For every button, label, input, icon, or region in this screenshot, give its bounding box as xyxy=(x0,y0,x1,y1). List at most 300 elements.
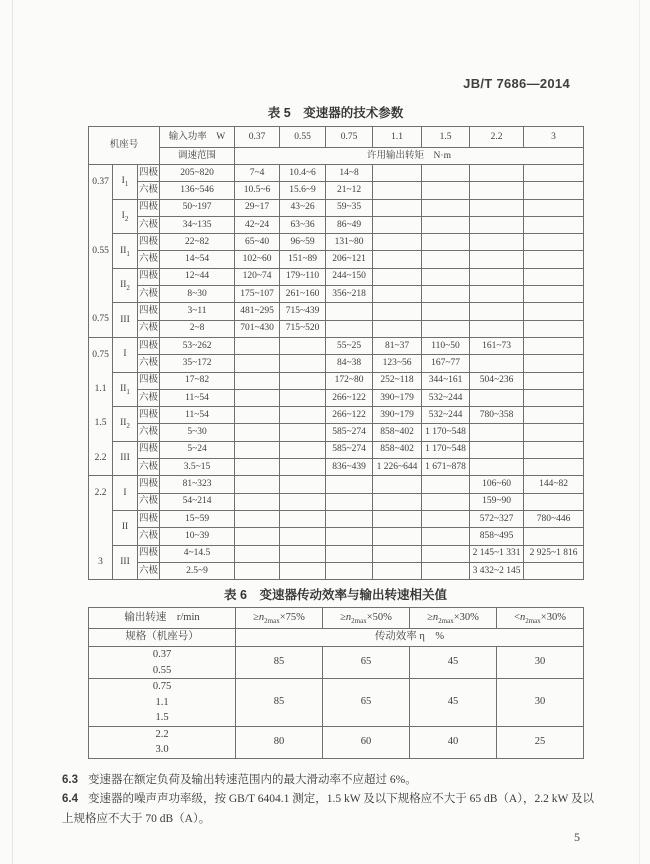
torque-cell: 81~37 xyxy=(373,337,422,354)
torque-cell xyxy=(373,493,422,510)
frame-cell xyxy=(113,441,138,476)
pole-cell: 四极 xyxy=(138,476,160,493)
torque-cell xyxy=(524,216,584,233)
pole-cell: 四极 xyxy=(138,441,160,458)
speed-range-cell: 35~172 xyxy=(160,355,235,372)
clause-text: 变速器在额定负荷及输出转速范围内的最大滑动率不应超过 6%。 xyxy=(88,774,417,786)
torque-cell xyxy=(326,562,373,579)
torque-cell xyxy=(524,234,584,251)
torque-cell xyxy=(235,493,280,510)
torque-cell xyxy=(280,528,326,545)
frame-sub: 2 xyxy=(126,422,130,431)
torque-cell xyxy=(524,493,584,510)
frame-base: II xyxy=(120,383,127,394)
torque-cell xyxy=(373,199,422,216)
frame-base: III xyxy=(120,556,130,567)
table5-row xyxy=(89,493,584,510)
frame-cell xyxy=(113,268,138,303)
frame-cell xyxy=(113,545,138,580)
torque-cell xyxy=(373,545,422,562)
table6-body xyxy=(89,647,584,759)
clause-6-4 xyxy=(62,790,594,829)
pole-cell: 四极 xyxy=(138,165,160,182)
table5-row xyxy=(89,320,584,337)
spec-line: 0.55 xyxy=(152,664,172,676)
speed-range-cell: 50~197 xyxy=(160,199,235,216)
table5-row xyxy=(89,337,584,354)
efficiency-cell: 65 xyxy=(323,647,410,679)
torque-cell xyxy=(373,320,422,337)
power-group-cell: 1.1 xyxy=(89,372,113,407)
torque-cell: 2 925~1 816 xyxy=(524,545,584,562)
clause-number: 6.3 xyxy=(62,774,78,786)
torque-cell: 356~218 xyxy=(326,286,373,303)
speed-range-cell: 2~8 xyxy=(160,320,235,337)
torque-cell: 572~327 xyxy=(470,510,524,527)
torque-cell xyxy=(524,459,584,476)
table6-row xyxy=(89,679,584,727)
table6-head-row2 xyxy=(89,629,584,647)
frame-cell xyxy=(113,303,138,338)
speed-threshold-50: $\ge n_{2max}\times 50\%$ xyxy=(323,608,410,629)
speed-threshold-below-30: $<n_{2max}\times 30\%$ xyxy=(497,608,584,629)
efficiency-cell: 40 xyxy=(410,726,497,758)
torque-cell xyxy=(524,355,584,372)
table5-row xyxy=(89,510,584,527)
torque-cell xyxy=(280,510,326,527)
speed-range-cell: 136~546 xyxy=(160,182,235,199)
power-group-cell xyxy=(89,510,113,545)
torque-cell xyxy=(422,182,470,199)
speed-range-cell: 54~214 xyxy=(160,493,235,510)
spec-cell xyxy=(89,679,236,727)
pole-cell: 四极 xyxy=(138,545,160,562)
torque-cell: 585~274 xyxy=(326,441,373,458)
table5-row xyxy=(89,216,584,233)
torque-cell xyxy=(524,165,584,182)
torque-cell: 1 671~878 xyxy=(422,459,470,476)
torque-cell xyxy=(422,268,470,285)
torque-cell xyxy=(235,407,280,424)
torque-cell xyxy=(524,407,584,424)
torque-cell xyxy=(235,355,280,372)
spec-line: 1.1 xyxy=(155,696,169,708)
torque-cell: 159~90 xyxy=(470,493,524,510)
table5-row xyxy=(89,372,584,389)
table5-row xyxy=(89,407,584,424)
table5-row xyxy=(89,199,584,216)
table5-row xyxy=(89,459,584,476)
torque-cell xyxy=(373,528,422,545)
power-group-cell: 1.5 xyxy=(89,407,113,442)
torque-cell xyxy=(524,562,584,579)
torque-cell: 86~49 xyxy=(326,216,373,233)
page-number: 5 xyxy=(574,830,580,844)
torque-cell xyxy=(326,528,373,545)
torque-cell: 266~122 xyxy=(326,389,373,406)
torque-cell: 481~295 xyxy=(235,303,280,320)
torque-cell: 21~12 xyxy=(326,182,373,199)
frame-base: I xyxy=(123,487,127,498)
torque-cell xyxy=(373,286,422,303)
torque-cell: 7~4 xyxy=(235,165,280,182)
torque-cell: 172~80 xyxy=(326,372,373,389)
torque-cell: 261~160 xyxy=(280,286,326,303)
torque-cell xyxy=(280,389,326,406)
efficiency-cell: 30 xyxy=(497,679,584,727)
torque-cell: 110~50 xyxy=(422,337,470,354)
spec-line: 1.5 xyxy=(155,712,169,723)
table5-row xyxy=(89,476,584,493)
pole-cell: 四极 xyxy=(138,337,160,354)
torque-cell: 123~56 xyxy=(373,355,422,372)
power-group-cell: 2.2 xyxy=(89,441,113,476)
speed-range-cell: 205~820 xyxy=(160,165,235,182)
torque-cell xyxy=(326,510,373,527)
speed-range-cell: 5~30 xyxy=(160,424,235,441)
torque-cell: 244~150 xyxy=(326,268,373,285)
torque-cell xyxy=(326,493,373,510)
frame-base: II xyxy=(121,522,129,533)
frame-cell xyxy=(113,510,138,545)
power-col-3: 3 xyxy=(524,127,584,148)
frame-cell xyxy=(113,199,138,234)
torque-cell xyxy=(326,320,373,337)
torque-cell: 179~110 xyxy=(280,268,326,285)
torque-cell xyxy=(422,165,470,182)
power-group-cell: 3 xyxy=(89,545,113,580)
output-speed-header: 输出转速 r/min xyxy=(89,608,236,629)
torque-cell xyxy=(524,337,584,354)
torque-cell xyxy=(373,510,422,527)
torque-cell xyxy=(524,441,584,458)
pole-cell: 六极 xyxy=(138,424,160,441)
speed-range-cell: 12~44 xyxy=(160,268,235,285)
torque-cell xyxy=(470,199,524,216)
table5-row xyxy=(89,268,584,285)
torque-cell xyxy=(470,459,524,476)
torque-cell xyxy=(422,234,470,251)
power-col-1.5: 1.5 xyxy=(422,127,470,148)
pole-cell: 四极 xyxy=(138,407,160,424)
frame-base: III xyxy=(120,314,130,325)
torque-cell xyxy=(280,476,326,493)
torque-cell xyxy=(470,389,524,406)
torque-cell xyxy=(280,407,326,424)
frame-base: II xyxy=(120,280,127,291)
speed-range-cell: 14~54 xyxy=(160,251,235,268)
torque-cell xyxy=(373,303,422,320)
table5-row xyxy=(89,355,584,372)
power-col-0.75: 0.75 xyxy=(326,127,373,148)
pole-cell: 四极 xyxy=(138,268,160,285)
pole-cell: 四极 xyxy=(138,199,160,216)
clause-text: 变速器的噪声声功率级，按 GB/T 6404.1 测定，1.5 kW 及以下规格应不大于 65 dB（A），2.2 kW 及以上规格应不大于 70 dB（A）。 xyxy=(62,793,595,825)
torque-cell xyxy=(373,562,422,579)
table5-row xyxy=(89,528,584,545)
torque-cell: 206~121 xyxy=(326,251,373,268)
torque-cell xyxy=(524,268,584,285)
speed-range-cell: 81~323 xyxy=(160,476,235,493)
torque-cell xyxy=(470,424,524,441)
torque-cell xyxy=(470,320,524,337)
torque-cell xyxy=(280,459,326,476)
torque-cell xyxy=(326,545,373,562)
power-group-cell xyxy=(89,268,113,303)
torque-cell xyxy=(235,424,280,441)
table5-technical-parameters xyxy=(88,126,584,580)
table5-row xyxy=(89,286,584,303)
torque-cell: 585~274 xyxy=(326,424,373,441)
speed-range-cell: 3.5~15 xyxy=(160,459,235,476)
table5-row xyxy=(89,562,584,579)
torque-cell: 266~122 xyxy=(326,407,373,424)
torque-cell: 390~179 xyxy=(373,389,422,406)
torque-cell: 532~244 xyxy=(422,389,470,406)
torque-cell xyxy=(373,165,422,182)
torque-cell xyxy=(235,337,280,354)
torque-cell: 84~38 xyxy=(326,355,373,372)
torque-cell: 2 145~1 331 xyxy=(470,545,524,562)
power-col-2.2: 2.2 xyxy=(470,127,524,148)
torque-cell: 120~74 xyxy=(235,268,280,285)
spec-line: 3.0 xyxy=(155,744,169,755)
speed-range-cell: 15~59 xyxy=(160,510,235,527)
power-group-cell: 0.75 xyxy=(89,303,113,338)
torque-cell xyxy=(524,372,584,389)
torque-cell xyxy=(470,216,524,233)
frame-cell xyxy=(113,407,138,442)
speed-range-cell: 11~54 xyxy=(160,407,235,424)
torque-cell: 701~430 xyxy=(235,320,280,337)
torque-cell xyxy=(422,199,470,216)
pole-cell: 六极 xyxy=(138,216,160,233)
spec-header: 规格（机座号） xyxy=(89,629,236,647)
efficiency-cell: 85 xyxy=(236,647,323,679)
clause-6-3 xyxy=(62,771,594,791)
torque-cell: 161~73 xyxy=(470,337,524,354)
speed-range-cell: 11~54 xyxy=(160,389,235,406)
speed-range-cell: 10~39 xyxy=(160,528,235,545)
torque-cell xyxy=(373,251,422,268)
efficiency-cell: 45 xyxy=(410,679,497,727)
torque-cell xyxy=(373,234,422,251)
torque-cell xyxy=(470,355,524,372)
table6-title: 表 6 变速器传动效率与输出转速相关值 xyxy=(224,588,447,602)
page-edge-left xyxy=(12,0,13,864)
torque-cell: 55~25 xyxy=(326,337,373,354)
efficiency-cell: 60 xyxy=(323,726,410,758)
table5-row xyxy=(89,389,584,406)
frame-base: I xyxy=(121,176,125,187)
speed-range-header: 调速范围 xyxy=(160,148,235,165)
torque-cell xyxy=(235,389,280,406)
spec-line: 0.37 xyxy=(152,649,172,660)
table6-row xyxy=(89,726,584,758)
power-group-cell: 0.37 xyxy=(89,165,113,200)
torque-cell xyxy=(524,286,584,303)
torque-header: 许用输出转矩 N·m xyxy=(235,148,584,165)
torque-cell: 504~236 xyxy=(470,372,524,389)
efficiency-cell: 80 xyxy=(236,726,323,758)
torque-cell xyxy=(235,372,280,389)
frame-sub: 1 xyxy=(126,387,130,396)
torque-cell xyxy=(422,320,470,337)
power-group-cell: 2.2 xyxy=(89,476,113,511)
torque-cell xyxy=(422,251,470,268)
pole-cell: 六极 xyxy=(138,459,160,476)
torque-cell xyxy=(470,286,524,303)
table5-row xyxy=(89,441,584,458)
torque-cell: 858~402 xyxy=(373,441,422,458)
torque-cell: 390~179 xyxy=(373,407,422,424)
torque-cell xyxy=(235,459,280,476)
table5-head-row2 xyxy=(89,148,584,165)
speed-range-cell: 5~24 xyxy=(160,441,235,458)
torque-cell xyxy=(422,528,470,545)
torque-cell xyxy=(326,476,373,493)
torque-cell xyxy=(373,476,422,493)
table5-row xyxy=(89,234,584,251)
torque-cell xyxy=(470,182,524,199)
table5-head-row1 xyxy=(89,127,584,148)
torque-cell: 532~244 xyxy=(422,407,470,424)
efficiency-cell: 25 xyxy=(497,726,584,758)
pole-cell: 六极 xyxy=(138,493,160,510)
speed-range-cell: 4~14.5 xyxy=(160,545,235,562)
efficiency-header: 传动效率 η % xyxy=(236,629,584,647)
efficiency-cell: 45 xyxy=(410,647,497,679)
torque-cell xyxy=(422,286,470,303)
table5-body xyxy=(89,165,584,580)
speed-range-cell: 3~11 xyxy=(160,303,235,320)
efficiency-cell: 65 xyxy=(323,679,410,727)
table5-title: 表 5 变速器的技术参数 xyxy=(267,106,404,120)
torque-cell xyxy=(280,337,326,354)
torque-cell xyxy=(235,510,280,527)
torque-cell xyxy=(524,424,584,441)
pole-cell: 六极 xyxy=(138,182,160,199)
pole-cell: 四极 xyxy=(138,510,160,527)
torque-cell xyxy=(470,234,524,251)
power-col-0.55: 0.55 xyxy=(280,127,326,148)
pole-cell: 六极 xyxy=(138,389,160,406)
frame-cell xyxy=(113,476,138,511)
torque-cell: 15.6~9 xyxy=(280,182,326,199)
frame-base: I xyxy=(123,349,127,360)
torque-cell xyxy=(470,268,524,285)
frame-cell xyxy=(113,337,138,372)
spec-line: 2.2 xyxy=(155,728,169,740)
torque-cell: 1 170~548 xyxy=(422,424,470,441)
frame-cell xyxy=(113,372,138,407)
speed-range-cell: 34~135 xyxy=(160,216,235,233)
torque-cell xyxy=(524,303,584,320)
speed-range-cell: 8~30 xyxy=(160,286,235,303)
frame-sub: 1 xyxy=(124,180,129,189)
efficiency-cell: 30 xyxy=(497,647,584,679)
pole-cell: 六极 xyxy=(138,320,160,337)
torque-cell: 65~40 xyxy=(235,234,280,251)
speed-range-cell: 22~82 xyxy=(160,234,235,251)
torque-cell: 1 170~548 xyxy=(422,441,470,458)
input-power-header: 输入功率 W xyxy=(160,127,235,148)
table6-head-row1 xyxy=(89,608,584,629)
torque-cell: 715~520 xyxy=(280,320,326,337)
torque-cell xyxy=(524,320,584,337)
table6-head xyxy=(89,608,584,647)
speed-range-cell: 53~262 xyxy=(160,337,235,354)
frame-base: II xyxy=(120,245,127,256)
torque-cell: 836~439 xyxy=(326,459,373,476)
torque-cell xyxy=(235,476,280,493)
torque-cell xyxy=(524,251,584,268)
table5-row xyxy=(89,424,584,441)
torque-cell: 10.4~6 xyxy=(280,165,326,182)
torque-cell: 151~89 xyxy=(280,251,326,268)
frame-sub: 2 xyxy=(124,214,129,223)
speed-range-cell: 17~82 xyxy=(160,372,235,389)
torque-cell: 780~358 xyxy=(470,407,524,424)
torque-cell xyxy=(280,545,326,562)
pole-cell: 六极 xyxy=(138,251,160,268)
torque-cell: 96~59 xyxy=(280,234,326,251)
table5-row xyxy=(89,165,584,182)
torque-cell xyxy=(373,182,422,199)
torque-cell xyxy=(235,562,280,579)
torque-cell: 167~77 xyxy=(422,355,470,372)
spec-cell xyxy=(89,726,236,758)
torque-cell xyxy=(280,441,326,458)
torque-cell xyxy=(373,216,422,233)
torque-cell xyxy=(422,510,470,527)
torque-cell xyxy=(235,441,280,458)
torque-cell xyxy=(280,372,326,389)
torque-cell: 175~107 xyxy=(235,286,280,303)
torque-cell xyxy=(470,251,524,268)
pole-cell: 四极 xyxy=(138,303,160,320)
torque-cell xyxy=(235,528,280,545)
speed-threshold-30: $\ge n_{2max}\times 30\%$ xyxy=(410,608,497,629)
efficiency-cell: 85 xyxy=(236,679,323,727)
torque-cell: 3 432~2 145 xyxy=(470,562,524,579)
pole-cell: 六极 xyxy=(138,528,160,545)
frame-base: II xyxy=(120,418,127,429)
torque-cell: 144~82 xyxy=(524,476,584,493)
power-group-cell xyxy=(89,199,113,234)
frame-sub: 1 xyxy=(126,249,130,258)
frame-number-header: 机座号 xyxy=(89,127,160,165)
torque-cell xyxy=(235,545,280,562)
spec-line: 0.75 xyxy=(152,681,172,692)
frame-base: I xyxy=(121,210,125,221)
spec-cell xyxy=(89,647,236,679)
speed-threshold-75: $\ge n_{2max}\times 75\%$ xyxy=(236,608,323,629)
table5-row xyxy=(89,251,584,268)
torque-cell xyxy=(470,165,524,182)
torque-cell xyxy=(524,389,584,406)
torque-cell xyxy=(470,441,524,458)
page-edge-right xyxy=(639,0,640,864)
table5-row xyxy=(89,545,584,562)
torque-cell xyxy=(422,493,470,510)
pole-cell: 六极 xyxy=(138,562,160,579)
torque-cell: 858~495 xyxy=(470,528,524,545)
standard-number: JB/T 7686—2014 xyxy=(463,76,570,91)
power-group-cell: 0.55 xyxy=(89,234,113,269)
pole-cell: 六极 xyxy=(138,355,160,372)
torque-cell: 29~17 xyxy=(235,199,280,216)
